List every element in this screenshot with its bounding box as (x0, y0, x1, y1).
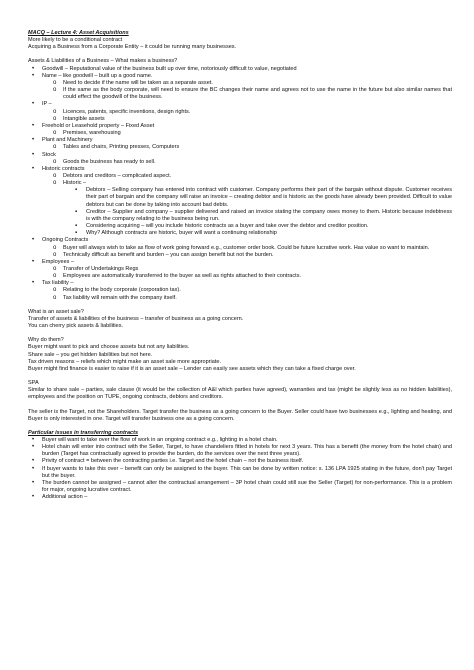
list-item: o Premises, warehousing (53, 130, 121, 137)
spa-paragraph: Similar to share sale – parties, sale clause (it would be the collection of A&l which parties have agreed), warranties and tax (might be slightly less as no hidden liabilities), employees and the position on TUPE, ongoing contracts, debtors and creditors. (28, 387, 452, 401)
hollow-bullet-icon: o (53, 251, 57, 258)
list-item: • Stock (32, 151, 56, 158)
hollow-bullet-icon: o (53, 87, 57, 94)
hollow-bullet-icon: o (53, 266, 57, 272)
answer-line: Buyer might find finance is easier to raise if it is an asset sale – Lender can easily see assets which they can take a fixed charge over. (28, 365, 356, 372)
list-item: • Name – like goodwill – built up a good name. (32, 72, 153, 79)
intro-line: Acquiring a Business from a Corporate Entity – it could be running many businesses. (28, 44, 237, 51)
hollow-bullet-icon: o (53, 144, 57, 151)
list-item: o Historic – (53, 180, 87, 187)
assets-list (28, 66, 452, 302)
bullet-icon: • (32, 151, 35, 158)
section-heading-assets: Assets & Liabilities of a Business – What makes a business? (28, 58, 178, 65)
list-item: • Buyer will want to take over the flow of work in an ongoing contract e.g., lighting in a hotel chain. (32, 436, 278, 443)
list-item: o Relating to the body corporate (corporation tax). (53, 287, 181, 294)
list-item: • Privity of contract = between the contracting parties i.e. Target and the hotel chain – not the business itself. (32, 458, 304, 465)
hollow-bullet-icon: o (53, 294, 57, 301)
bullet-icon: • (32, 137, 35, 144)
bullet-icon: • (32, 280, 35, 287)
square-bullet-icon: ▪ (75, 223, 78, 230)
answer-line: You can cherry pick assets & liabilities. (28, 323, 124, 330)
answer-line: Tax driven reasons – reliefs which might make an asset sale more appropriate. (28, 358, 222, 365)
list-item: • Tax liability – (32, 280, 74, 287)
list-item: • IP – (32, 101, 52, 108)
bullet-icon: • (32, 165, 35, 172)
list-item: • Plant and Machinery (32, 137, 93, 144)
list-item: • Ongoing Contracts (32, 237, 89, 244)
list-item: o Intangible assets (53, 115, 105, 122)
bullet-icon: • (32, 258, 35, 265)
answer-line: Transfer of assets & liabilities of the business – transfer of business as a going concern. (28, 315, 244, 322)
bullet-icon: • (32, 101, 35, 108)
seller-paragraph: The seller is the Target, not the Shareholders. Target transfer the business as a going concern to the Buyer. Seller could have two businesses e.g., lighting and heating, and Buyer is only interested in one. Target will transfer business one as a going concern. (28, 408, 452, 422)
square-bullet-icon: ▪ (75, 208, 78, 215)
hollow-bullet-icon: o (53, 172, 57, 179)
hollow-bullet-icon: o (53, 244, 57, 251)
intro-line: More likely to be a conditional contract (28, 37, 123, 44)
list-item: o Tables and chairs, Printing presses, Computers (53, 144, 180, 151)
answer-line: Share sale – you get hidden liabilities but not here. (28, 351, 153, 358)
bullet-icon: • (32, 237, 35, 244)
hollow-bullet-icon: o (53, 180, 57, 187)
list-item: o Employees are automatically transferred to the buyer as well as rights attached to their contracts. (53, 273, 302, 280)
list-item: o Debtors and creditors – complicated aspect. (53, 172, 172, 179)
hollow-bullet-icon: o (53, 79, 57, 86)
list-item: ▪ Why? Although contracts are historic, buyer will want a continuing relationship (75, 230, 277, 237)
answer-line: Buyer might want to pick and choose assets but not any liabilities. (28, 344, 190, 351)
hollow-bullet-icon: o (53, 108, 57, 115)
list-item: o Need to decide if the name will be taken as a separate asset. (53, 79, 213, 86)
bullet-icon: • (32, 479, 35, 486)
square-bullet-icon: ▪ (75, 187, 78, 194)
list-item: o Transfer of Undertakings Regs (53, 266, 139, 272)
hollow-bullet-icon: o (53, 273, 57, 280)
list-item: ▪ Debtors – Selling company has entered into contract with customer. Company performs their part of the bargain without dispute. Customer receives their part of bargain and the company will raise an invoice – creating debtor and is historic as the goods have already been provided. Difficult to value debtors but can be done by taking into account bad debts. (75, 187, 452, 208)
list-item: • Freehold or Leasehold property – Fixed Asset (32, 122, 155, 129)
list-item: o If the same as the body corporate, will need to ensure the BC changes their name and agrees not to use the name in the future but also similar names that could effect the goodwill of the business. (53, 87, 452, 101)
section-heading-issues: Particular issues in transferring contracts (28, 429, 139, 436)
list-item: • Historic contracts (32, 165, 85, 172)
hollow-bullet-icon: o (53, 287, 57, 294)
issues-list (28, 437, 452, 501)
list-item: o Technically difficult as benefit and burden – you can assign benefit but not the burden. (53, 251, 274, 258)
list-item: o Tax liability will remain with the company itself. (53, 294, 177, 301)
list-item: • Employees – (32, 258, 75, 265)
bullet-icon: • (32, 65, 35, 72)
list-item: • The burden cannot be assigned – cannot alter the contractual arrangement – 3P hotel chain could still sue the Seller (Target) for non-performance. This is a problem for major, ongoing lucrative contract. (32, 479, 452, 494)
list-item: • Additional action – (32, 494, 88, 501)
list-item: • Hotel chain will enter into contract with the Seller, Target, to have chandeliers fitted in hotels for next 3 years. This has a benefit (the money from the hotel chain) and burden (Target has contractually agreed to provide the burden, do the services over the next three years). (32, 444, 452, 458)
hollow-bullet-icon: o (53, 115, 57, 122)
hollow-bullet-icon: o (53, 130, 57, 137)
list-item: • If buyer wants to take this over – benefit can only be assigned to the buyer. This can be done by written notice: s. 136 LPA 1925 stating in the future, don't pay Target but the buyer. (32, 465, 452, 479)
bullet-icon: • (32, 72, 35, 79)
list-item: ▪ Considering acquiring – will you include historic contracts as a buyer and take over the debtor and creditor position. (75, 223, 369, 230)
bullet-icon: • (32, 444, 35, 451)
question-asset-sale: What is an asset sale? (28, 308, 84, 315)
square-bullet-icon: ▪ (75, 230, 78, 237)
question-why: Why do them? (28, 337, 64, 344)
document-title: MACQ – Lecture 4: Asset Acquisitions (28, 30, 129, 36)
list-item: • Goodwill – Reputational value of the business built up over time, notoriously difficult to value, negotiated (32, 65, 297, 72)
bullet-icon: • (32, 465, 35, 472)
list-item: o Buyer will always wish to take as flow of work going forward e.g., customer order book. Could be future lucrative work. Has value so want to maintain. (53, 244, 430, 251)
list-item: ▪ Creditor – Supplier and company – supplier delivered and raised an invoice stating the company owes money to them. Historic because indebtness is with the company relating to the business being run. (75, 208, 452, 222)
spa-label: SPA (28, 380, 39, 387)
list-item: o Licences, patents, specific inventions, design rights. (53, 108, 191, 115)
bullet-icon: • (32, 494, 35, 501)
bullet-icon: • (32, 122, 35, 129)
hollow-bullet-icon: o (53, 158, 57, 165)
list-item: o Goods the business has ready to sell. (53, 158, 156, 165)
bullet-icon: • (32, 458, 35, 465)
bullet-icon: • (32, 436, 35, 443)
